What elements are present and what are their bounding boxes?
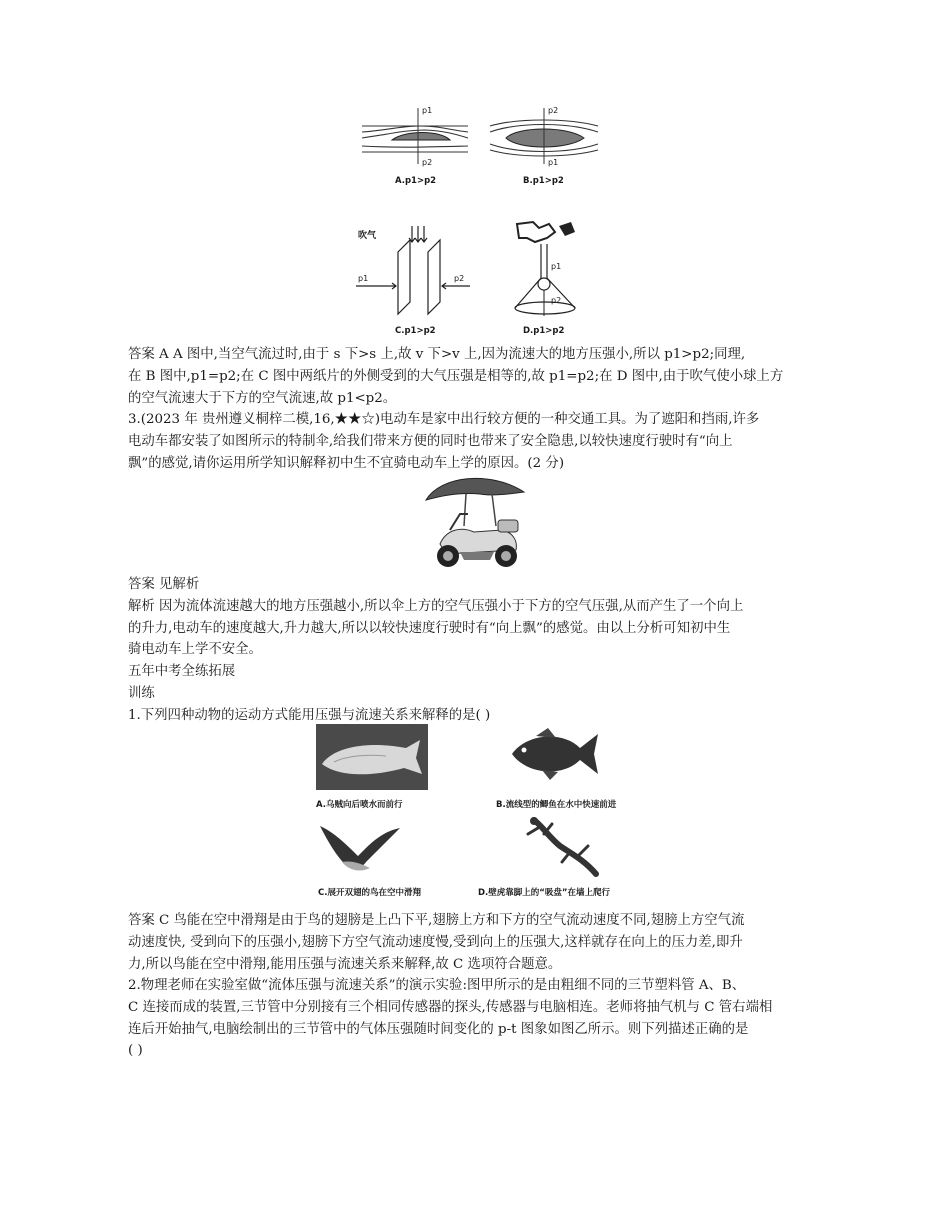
animal-squid-image [316,724,428,790]
animal-bird-image [318,822,402,882]
text-line: 答案 A A 图中,当空气流过时,由于 s 下>s 上,故 v 下>v 上,因为流速大的地方压强小,所以 p1>p2;同理, [128,347,746,362]
figure-c-p-right: p2 [454,274,465,283]
q1-answer-block [128,910,828,975]
section-subtitle: 训练 [128,685,155,701]
question-1: 1.下列四种动物的运动方式能用压强与流速关系来解释的是( ) [128,707,491,723]
figure-d-caption: D.p1>p2 [523,326,565,336]
text-line: 动速度快, 受到向下的压强小,翅膀下方空气流动速度慢,受到向上的压强大,这样就存在向上的压力差,即升 [128,934,743,950]
text-line: 2.物理老师在实验室做“流体压强与流速关系”的演示实验:图甲所示的是由粗细不同的三节塑料管 A、B、 [128,978,746,993]
text-line: 3.(2023 年 贵州遵义桐梓二模,16,★★☆)电动车是家中出行较方便的一种交通工具。为了遮阳和挡雨,许多 [128,412,760,427]
q3-answer-block [128,574,828,727]
text-line: 在 B 图中,p1=p2;在 C 图中两纸片的外侧受到的大气压强是相等的,故 p1=p2;在 D 图中,由于吹气使小球上方 [128,368,784,384]
figure-c-blow-label: 吹气 [358,231,377,241]
figure-c-p-left: p1 [358,274,369,283]
figure-d-p-bottom: p2 [551,296,562,305]
figure-d-funnel-ball [505,218,595,324]
text-line: 的空气流速大于下方的空气流速,故 p1<p2。 [128,390,397,406]
figure-a-p-bottom: p2 [422,158,433,167]
text-line: 连后开始抽气,电脑绘制出的三节管中的气体压强随时间变化的 p-t 图象如图乙所示。则下列描述正确的是 [128,1021,749,1037]
figure-b-p-bottom: p1 [548,158,559,167]
text-line: 答案 见解析 [128,577,200,592]
animal-fish-image [506,724,602,784]
q3-question-block [128,409,828,474]
figure-a-caption: A.p1>p2 [395,176,437,186]
text-line: 骑电动车上学不安全。 [128,642,262,658]
animal-b-caption: B.流线型的鲫鱼在水中快速前进 [496,800,617,810]
figure-d-diagram [505,218,595,324]
animal-d-caption: D.壁虎靠脚上的“吸盘”在墙上爬行 [478,888,610,898]
fish-drawing [506,724,602,784]
figure-a-p-top: p1 [422,106,433,115]
animal-c-caption: C.展开双翅的鸟在空中滑翔 [318,888,421,898]
text-line: 飘”的感觉,请你运用所学知识解释初中生不宜骑电动车上学的原因。(2 分) [128,455,565,471]
figure-b-airflow-wing [488,104,600,170]
q2-question-block [128,975,828,1062]
animal-gecko-image [524,816,604,880]
figure-b-p-top: p2 [548,106,559,115]
figure-c-paper-sheets [352,222,472,322]
section-title: 五年中考全练拓展 [128,664,236,680]
text-line: ( ) [128,1043,143,1059]
figure-d-p-top: p1 [551,262,562,271]
figure-b-caption: B.p1>p2 [523,176,564,186]
text-line: 答案 C 鸟能在空中滑翔是由于鸟的翅膀是上凸下平,翅膀上方和下方的空气流动速度不同,翅膀上方空气流 [128,913,745,928]
text-line: 解析 因为流体流速越大的地方压强越小,所以伞上方的空气压强小于下方的空气压强,从而产生了一个向上 [128,598,744,614]
text-line: 力,所以鸟能在空中滑翔,能用压强与流速关系来解释,故 C 选项符合题意。 [128,956,562,972]
scooter-umbrella-image [420,470,530,574]
scooter-umbrella-drawing [420,470,530,574]
text-line: 的升力,电动车的速度越大,升力越大,所以以较快速度行驶时有“向上飘”的感觉。由以上分析可知初中生 [128,620,731,636]
bird-drawing [318,822,402,882]
text-line: 电动车都安装了如图所示的特制伞,给我们带来方便的同时也带来了安全隐患,以较快速度行驶时有“向上 [128,433,733,449]
figure-b-diagram [488,104,600,170]
q2-answer-block [128,344,828,409]
gecko-drawing [524,816,604,880]
squid-photo [316,724,428,790]
text-line: C 连接而成的装置,三节管中分别接有三个相同传感器的探头,传感器与电脑相连。老师将抽气机与 C 管右端相 [128,999,773,1015]
animal-a-caption: A.乌贼向后喷水而前行 [316,800,403,810]
figure-a-diagram [360,104,470,170]
figure-c-caption: C.p1>p2 [395,326,436,336]
figure-a-airflow-wing [360,104,470,170]
